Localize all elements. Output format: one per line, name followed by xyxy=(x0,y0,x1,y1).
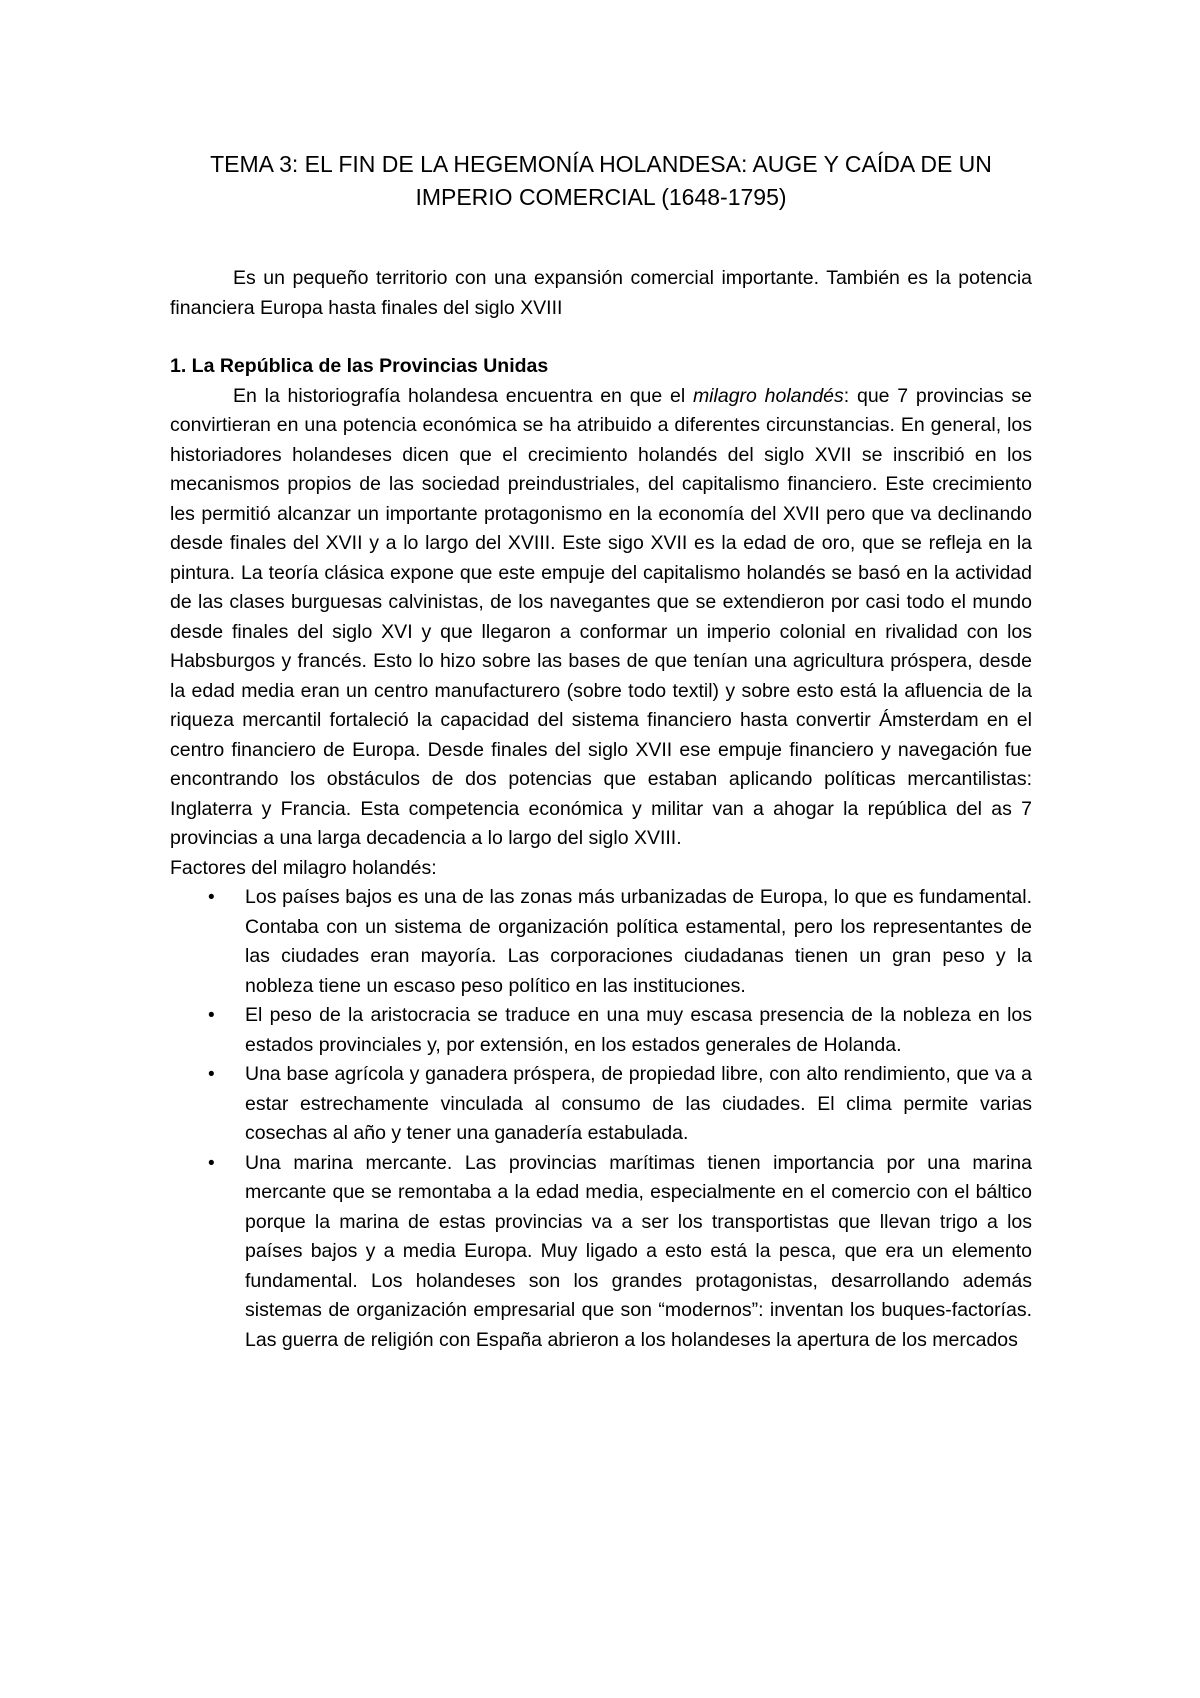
list-item-text: Los países bajos es una de las zonas más urbanizadas de Europa, lo que es fundamental. Contaba con un sistema de organización política estamental, pero los representantes de las ciudades eran mayoría. Las corporaciones ciudadanas tienen un gran peso y la nobleza tiene un escaso peso político en las instituciones. xyxy=(245,886,1032,997)
list-item-text: Una base agrícola y ganadera próspera, de propiedad libre, con alto rendimiento, que va a estar estrechamente vinculada al consumo de las ciudades. El clima permite varias cosechas al año y tener una ganadería estabulada. xyxy=(245,1063,1032,1144)
section-paragraph xyxy=(170,382,1032,854)
intro-paragraph: Es un pequeño territorio con una expansión comercial importante. También es la potencia financiera Europa hasta finales del siglo XVIII xyxy=(170,267,1032,319)
list-item-text: El peso de la aristocracia se traduce en una muy escasa presencia de la nobleza en los estados provinciales y, por extensión, en los estados generales de Holanda. xyxy=(245,1004,1032,1056)
list-item xyxy=(208,1149,1032,1356)
list-item xyxy=(208,1001,1032,1060)
document-title xyxy=(170,148,1032,214)
paragraph-text-rest: : que 7 provincias se convirtieran en una potencia económica se ha atribuido a diferentes circunstancias. En general, los historiadores holandeses dicen que el crecimiento holandés del siglo XVII se inscribió en los mecanismos propios de las sociedad preindustriales, del capitalismo financiero. Este crecimiento les permitió alcanzar un importante protagonismo en la economía del XVII pero que va declinando desde finales del XVII y a lo largo del XVIII. Este sigo XVII es la edad de oro, que se refleja en la pintura. La teoría clásica expone que este empuje del capitalismo holandés se basó en la actividad de las clases burguesas calvinistas, de los navegantes que se extendieron por casi todo el mundo desde finales del siglo XVI y que llegaron a conformar un imperio colonial en rivalidad con los Habsburgos y francés. Esto lo hizo sobre las bases de que tenían una agricultura próspera, desde la edad media eran un centro manufacturero (sobre todo textil) y sobre esto está la afluencia de la riqueza mercantil fortaleció la capacidad del sistema financiero hasta convertir Ámsterdam en el centro financiero de Europa. Desde finales del siglo XVII ese empuje financiero y navegación fue encontrando los obstáculos de dos potencias que estaban aplicando políticas mercantilistas: Inglaterra y Francia. Esta competencia económica y militar van a ahogar la república del as 7 provincias a una larga decadencia a lo largo del siglo XVIII. xyxy=(170,384,1032,849)
list-item xyxy=(208,1060,1032,1149)
bullet-icon: • xyxy=(208,887,215,908)
document-page xyxy=(170,148,1032,1355)
factors-list xyxy=(170,883,1032,1355)
title-line-1: TEMA 3: EL FIN DE LA HEGEMONÍA HOLANDESA: AUGE Y CAÍDA DE UN xyxy=(210,151,992,177)
bullet-icon: • xyxy=(208,1064,215,1085)
section-heading: 1. La República de las Provincias Unidas xyxy=(170,355,549,377)
bullet-icon: • xyxy=(208,1152,215,1174)
title-line-2: IMPERIO COMERCIAL (1648-1795) xyxy=(415,184,787,210)
list-item-text: Una marina mercante. Las provincias marítimas tienen importancia por una marina mercante que se remontaba a la edad media, especialmente en el comercio con el báltico porque la marina de estas provincias va a ser los transportistas que llevan trigo a los países bajos y a media Europa. Muy ligado a esto está la pesca, que era un elemento fundamental. Los holandeses son los grandes protagonistas, desarrollando además sistemas de organización empresarial que son “modernos”: inventan los buques-factorías. Las guerra de religión con España abrieron a los holandeses la apertura de los mercados xyxy=(245,1151,1032,1351)
factors-label: Factores del milagro holandés: xyxy=(170,856,437,879)
bullet-icon: • xyxy=(208,1005,215,1026)
list-item xyxy=(208,883,1032,1001)
paragraph-text-start: En la historiografía holandesa encuentra en que el xyxy=(233,384,693,407)
emphasis-term: milagro holandés xyxy=(692,384,844,407)
